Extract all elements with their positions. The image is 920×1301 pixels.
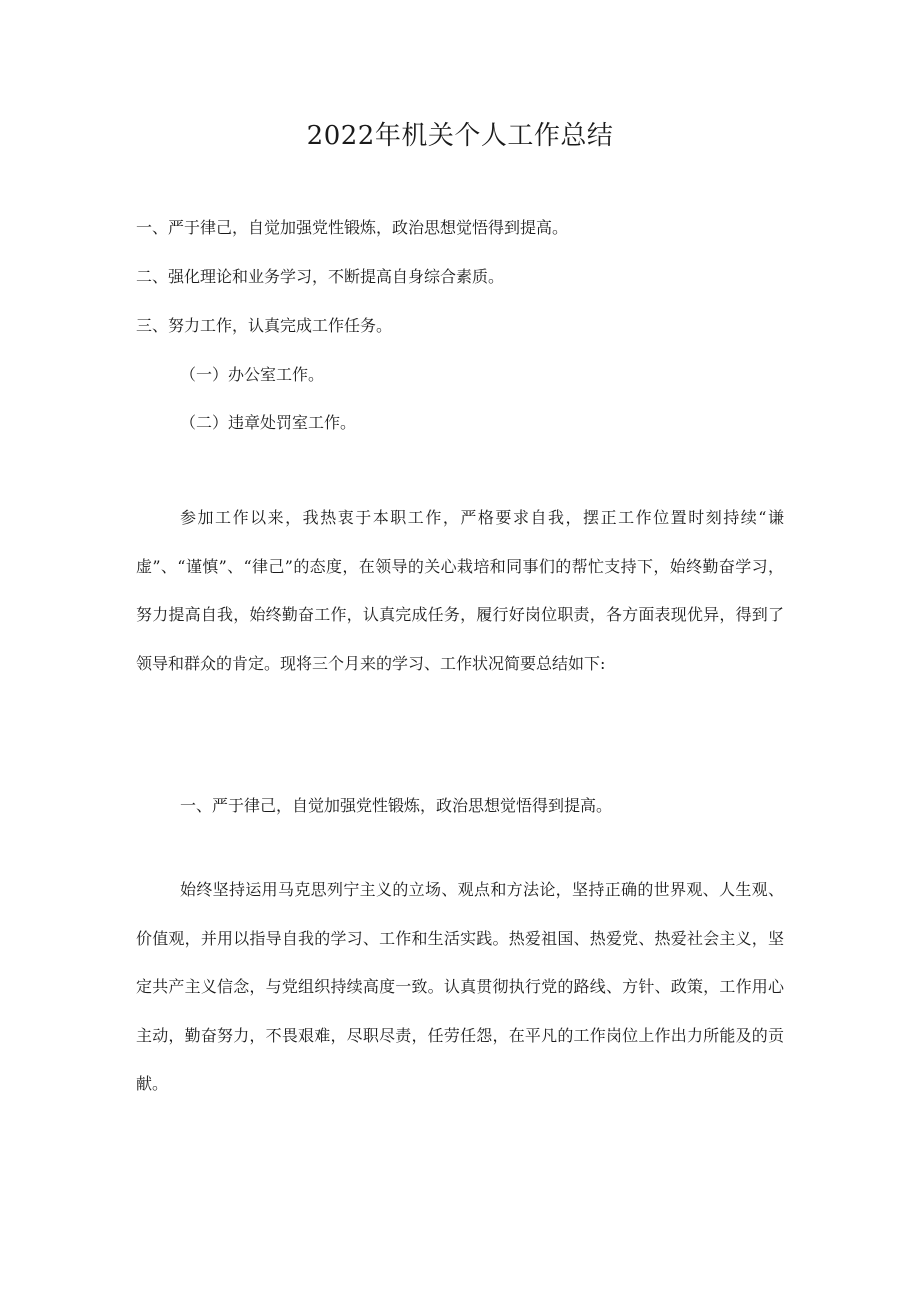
section-1-heading: 一、严于律己，自觉加强党性锻炼，政治思想觉悟得到提高。 [180,796,613,815]
outline-subitem-2: （二）违章处罚室工作。 [180,413,357,432]
document-title: 2022年机关个人工作总结 [306,121,614,151]
outline-item-2: 二、强化理论和业务学习，不断提高自身综合素质。 [136,267,505,286]
outline-item-1: 一、严于律己，自觉加强党性锻炼，政治思想觉悟得到提高。 [136,218,569,237]
section-1-paragraph: 始终坚持运用马克思列宁主义的立场、观点和方法论，坚持正确的世界观、人生观、价值观，并用以指导自我的学习、工作和生活实践。热爱祖国、热爱党、热爱社会主义，坚定共产主义信念，与党组织持续高度一致。认真贯彻执行党的路线、方针、政策，工作用心主动，勤奋努力，不畏艰难，尽职尽责，任劳任怨，在平凡的工作岗位上作出力所能及的贡献。 [136,880,784,1093]
intro-paragraph: 参加工作以来，我热衷于本职工作，严格要求自我，摆正工作位置时刻持续“谦虚”、“谨慎”、“律己”的态度，在领导的关心栽培和同事们的帮忙支持下，始终勤奋学习，努力提高自我，始终勤奋工作，认真完成任务，履行好岗位职责，各方面表现优异，得到了领导和群众的肯定。现将三个月来的学习、工作状况简要总结如下: [136,508,784,673]
outline-item-3: 三、努力工作，认真完成工作任务。 [136,316,393,335]
outline-subitem-1: （一）办公室工作。 [180,365,325,384]
